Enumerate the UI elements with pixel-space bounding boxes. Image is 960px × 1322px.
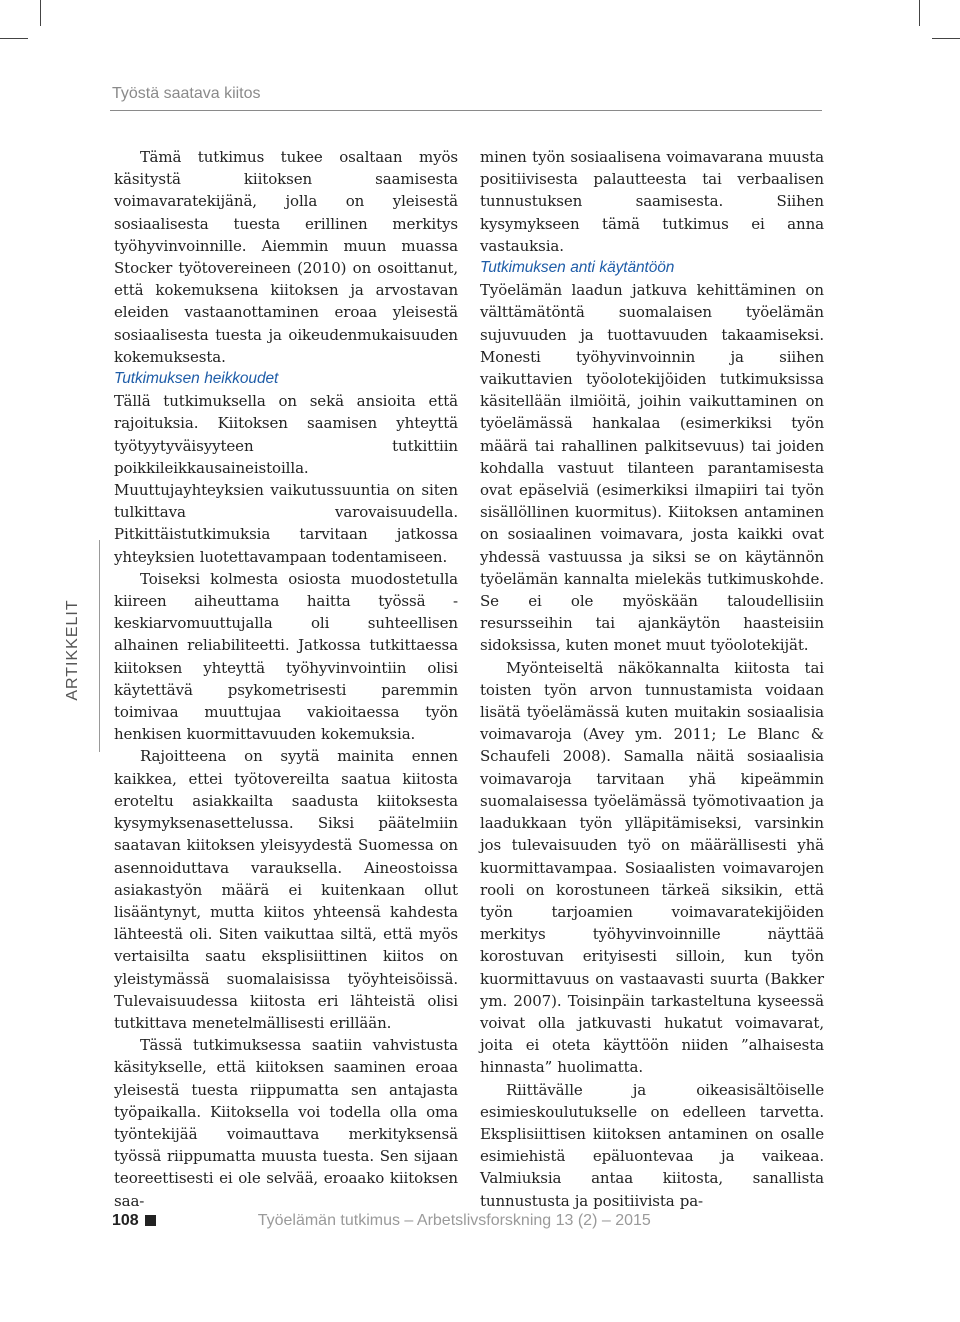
side-rule (99, 540, 100, 752)
right-paragraph-2: Työelämän laadun jatkuva kehittäminen on välttämätöntä suomalaisen työelämän sujuvuuden ja tuottavuuden takaamiseksi. Monesti työhyvinvoinnin ja siihen vaikuttavien työolotekijöiden tutkimuksissa käsitellään ilmiöitä, joihin vaikuttaminen on työelämässä hankalaa (esimerkiksi työn määrä tai rahallinen palkitsevuus) tai joiden kohdalla vastuut tilanteen parantamisesta ovat epäselviä (esimerkiksi ilmapiiri tai työn sisällöllinen kuormitus). Kiitoksen antaminen on sosiaalinen voimavara, josta kaikki ovat yhdessä vastuussa ja siksi se on käytännön työelämän kannalta mielekäs tutkimuskohde. Se ei ole myöskään taloudellisiin resursseihin tai ajankäytön haasteisiin sidoksissa, kuten monet muut työolotekijät. (480, 281, 824, 655)
left-paragraph-2: Tällä tutkimuksella on sekä ansioita että rajoituksia. Kiitoksen saamisen yhteyttä työtyytyväisyyteen tutkittiin poikkileikkausaineistoilla. Muuttujayhteyksien vaikutussuuntia on siten tulkittava varovaisuudella. Pitkittäistutkimuksia tarvitaan jatkossa yhteyksien luotettavampaan todentamiseen. (114, 392, 458, 566)
section-side-label-text: ARTIKKELIT (64, 599, 81, 701)
section-side-label (58, 599, 88, 701)
right-paragraph-1: minen työn sosiaalisena voimavarana muusta positiivisesta palautteesta tai verbaalisen tunnustuksen saamisesta. Siihen kysymykseen tämä tutkimus ei anna vastauksia. (480, 148, 824, 255)
left-column (114, 146, 458, 1212)
right-paragraph-4: Riittävälle ja oikeasisältöiselle esimieskoulutukselle on edelleen tarvetta. Eksplisiittisen kiitoksen antaminen on osalle esimiehistä epäluontevaa ja vaikeaa. Valmiuksia antaa kiitosta, sanallista tunnustusta ja positiivista pa- (480, 1080, 824, 1210)
crop-mark (0, 38, 28, 39)
left-paragraph-3: Toiseksi kolmesta osiosta muodostetulla kiireen aiheuttama haitta työssä -keskiarvomuuttujalla oli suhteellisen alhainen reliabiliteetti. Jatkossa tutkittaessa kiitoksen yhteyttä työhyvinvointiin olisi käytettävä psykometrisesti paremmin toimivaa muuttujaa vakioitaessa työn henkisen kuormittavuuden kokemuksia. (114, 569, 458, 744)
journal-citation: Työelämän tutkimus – Arbetslivsforskning 13 (2) – 2015 (257, 1212, 651, 1229)
right-column (480, 146, 824, 1212)
left-paragraph-5: Tässä tutkimuksessa saatiin vahvistusta käsitykselle, että kiitoksen saaminen eroaa yleisestä tuesta riippumatta sen antajasta työpaikalla. Kiitoksella voi todella olla oma työntekijää voimauttava merkityksensä työssä riippumatta muusta tuesta. Sen sijaan teoreettisesti ei ole selvää, eroaako kiitoksen saa- (114, 1036, 458, 1210)
square-bullet-icon (145, 1215, 156, 1226)
section-heading-practice: Tutkimuksen anti käytäntöön (480, 259, 675, 277)
header-rule (110, 110, 822, 111)
page-footer (112, 1212, 651, 1230)
running-head: Työstä saatava kiitos (112, 85, 261, 102)
page-number: 108 (112, 1212, 139, 1229)
crop-mark (919, 0, 920, 26)
section-heading-limitations: Tutkimuksen heikkoudet (114, 370, 279, 388)
crop-mark (40, 0, 41, 26)
crop-mark (932, 38, 960, 39)
left-paragraph-1: Tämä tutkimus tukee osaltaan myös käsitystä kiitoksen saamisesta voimavaratekijänä, jolla on yleisestä sosiaalisesta tuesta erillinen merkitys työhyvinvoinnille. Aiemmin muun muassa Stocker työtovereineen (2010) on osoittanut, että kokemuksena kiitoksen ja arvostavan eleiden vastaanottaminen eroaa yleisestä sosiaalisesta tuesta ja oikeudenmukaisuuden kokemuksesta. (114, 148, 458, 366)
right-paragraph-3: Myönteiseltä näkökannalta kiitosta tai toisten työn arvon tunnustamista voidaan lisätä työelämässä kuten muitakin sosiaalisia voimavaroja (Avey ym. 2011; Le Blanc & Schaufeli 2008). Samalla näitä sosiaalisia voimavaroja tarvitaan yhä kipeämmin suomalaisessa työelämässä työmotivaation ja laadukkaan työn ylläpitämiseksi, varsinkin jos tulevaisuuden työ on määrällisesti yhä kuormittavampaa. Sosiaalisten voimavarojen rooli on korostuneen tärkeä siksikin, että työn tarjoamien voimavaratekijöiden merkitys työhyvinvoinnille näyttää korostuvan erityisesti silloin, kun työn kuormittavuus on vastaavasti suurta (Bakker ym. 2007). Toisinpäin tarkasteltuna kyseessä voivat olla jatkuvasti hukatut voimavarat, joita ei oteta käyttöön niiden ”alhaisesta hinnasta” huolimatta. (480, 658, 824, 1077)
left-paragraph-4: Rajoitteena on syytä mainita ennen kaikkea, ettei työtovereilta saatua kiitosta eroteltu asiakkailta saadusta kiitoksesta kysymyksenasettelussa. Siksi päätelmiin saatavan kiitoksen yleisyydestä Suomessa on asennoiduttava varauksella. Aineostoissa asiakastyön määrä ei kuitenkaan ollut lisääntynyt, mutta kiitos yhteensä kahdesta lähteestä oli. Siten vaikuttaa siltä, että myös vertaisilta saatu eksplisiittinen kiitos on yleistymässä suomalaisissa työyhteisöissä. Tulevaisuudessa kiitosta eri lähteistä olisi tutkittava menetelmällisesti erillään. (114, 747, 458, 1032)
